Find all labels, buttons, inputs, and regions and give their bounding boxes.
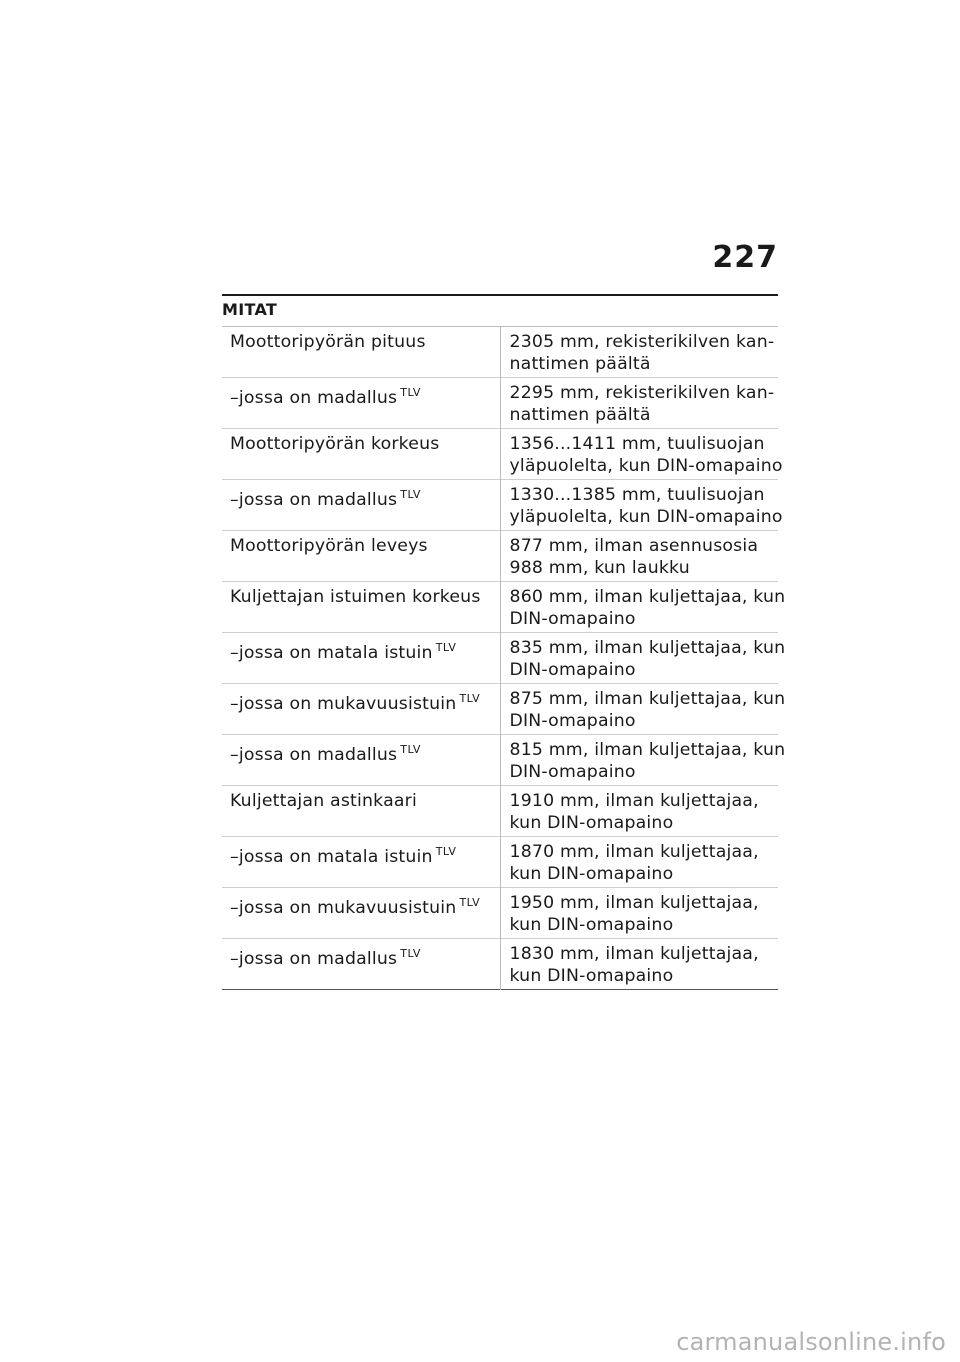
table-row xyxy=(222,429,778,480)
option-superscript: TLV xyxy=(435,845,457,858)
spec-label: –jossa on madallus xyxy=(230,745,398,765)
spec-value-line: yläpuolelta, kun DIN-omapaino xyxy=(509,456,783,476)
spec-label: –jossa on madallus xyxy=(230,388,398,408)
spec-label: –jossa on mukavuusistuin xyxy=(230,694,457,714)
table-row xyxy=(222,786,778,837)
spec-label-cell xyxy=(222,888,500,939)
option-superscript: TLV xyxy=(400,743,421,756)
dimensions-section xyxy=(222,294,786,990)
spec-value-line: 2305 mm, rekisterikilven kan- xyxy=(509,332,775,352)
spec-value-cell xyxy=(500,888,778,939)
table-row xyxy=(222,633,778,684)
spec-value-line: 2295 mm, rekisterikilven kan- xyxy=(509,383,775,403)
section-divider xyxy=(222,294,778,296)
spec-label-cell xyxy=(222,327,500,378)
spec-label-cell xyxy=(222,582,500,633)
table-row xyxy=(222,939,778,990)
spec-label: –jossa on madallus xyxy=(230,490,398,510)
option-superscript: TLV xyxy=(400,488,421,501)
spec-label-cell xyxy=(222,684,500,735)
spec-label-cell xyxy=(222,531,500,582)
spec-label-cell xyxy=(222,939,500,990)
spec-value-line: nattimen päältä xyxy=(509,354,651,374)
spec-value-line: 860 mm, ilman kuljettajaa, kun xyxy=(509,587,786,607)
spec-value-cell xyxy=(500,684,786,735)
spec-value-cell xyxy=(500,786,778,837)
spec-label-cell xyxy=(222,786,500,837)
watermark-link[interactable]: carmanualsonline.info xyxy=(676,1328,946,1356)
option-superscript: TLV xyxy=(459,692,481,705)
spec-value-line: 875 mm, ilman kuljettajaa, kun xyxy=(509,689,786,709)
spec-value-line: kun DIN-omapaino xyxy=(509,915,674,935)
spec-value-cell xyxy=(500,633,786,684)
spec-value-line: 1950 mm, ilman kuljettajaa, xyxy=(509,893,759,913)
table-row xyxy=(222,378,778,429)
spec-value-cell xyxy=(500,480,783,531)
spec-value-line: nattimen päältä xyxy=(509,405,651,425)
spec-value-cell xyxy=(500,429,783,480)
spec-value-line: 1356...1411 mm, tuulisuojan xyxy=(509,434,765,454)
spec-value-cell xyxy=(500,531,778,582)
table-row xyxy=(222,327,778,378)
spec-label: Moottoripyörän pituus xyxy=(230,332,426,352)
table-row xyxy=(222,480,778,531)
dimensions-table xyxy=(222,326,786,990)
spec-label: Moottoripyörän korkeus xyxy=(230,434,440,454)
option-superscript: TLV xyxy=(435,641,457,654)
spec-label: Kuljettajan astinkaari xyxy=(230,791,417,811)
spec-value-line: 815 mm, ilman kuljettajaa, kun xyxy=(509,740,786,760)
spec-value-cell xyxy=(500,837,778,888)
dimensions-table-body xyxy=(222,327,786,990)
spec-value-line: 877 mm, ilman asennusosia xyxy=(509,536,759,556)
table-row xyxy=(222,888,778,939)
spec-value-line: 988 mm, kun laukku xyxy=(509,558,690,578)
spec-value-cell xyxy=(500,582,786,633)
table-row xyxy=(222,531,778,582)
option-superscript: TLV xyxy=(400,947,421,960)
spec-label: Kuljettajan istuimen korkeus xyxy=(230,587,481,607)
spec-value-line: DIN-omapaino xyxy=(509,711,636,731)
table-row xyxy=(222,684,778,735)
table-row xyxy=(222,837,778,888)
spec-value-line: 1830 mm, ilman kuljettajaa, xyxy=(509,944,759,964)
spec-label: –jossa on matala istuin xyxy=(230,643,433,663)
spec-value-line: kun DIN-omapaino xyxy=(509,813,674,833)
spec-label: –jossa on madallus xyxy=(230,949,398,969)
option-superscript: TLV xyxy=(459,896,481,909)
spec-value-line: 1330...1385 mm, tuulisuojan xyxy=(509,485,765,505)
spec-label: –jossa on mukavuusistuin xyxy=(230,898,457,918)
spec-value-line: yläpuolelta, kun DIN-omapaino xyxy=(509,507,783,527)
spec-value-line: DIN-omapaino xyxy=(509,762,636,782)
spec-label-cell xyxy=(222,735,500,786)
spec-label: Moottoripyörän leveys xyxy=(230,536,428,556)
page-number: 227 xyxy=(712,240,778,275)
spec-value-line: DIN-omapaino xyxy=(509,660,636,680)
spec-value-cell xyxy=(500,327,778,378)
spec-label-cell xyxy=(222,837,500,888)
spec-value-line: 1870 mm, ilman kuljettajaa, xyxy=(509,842,759,862)
spec-label-cell xyxy=(222,480,500,531)
spec-value-cell xyxy=(500,378,778,429)
section-title: MITAT xyxy=(222,300,278,319)
spec-label-cell xyxy=(222,429,500,480)
spec-value-line: 835 mm, ilman kuljettajaa, kun xyxy=(509,638,786,658)
spec-value-line: kun DIN-omapaino xyxy=(509,966,674,986)
spec-label-cell xyxy=(222,633,500,684)
table-row xyxy=(222,735,778,786)
option-superscript: TLV xyxy=(400,386,421,399)
spec-value-cell xyxy=(500,735,786,786)
spec-value-cell xyxy=(500,939,778,990)
spec-value-line: kun DIN-omapaino xyxy=(509,864,674,884)
table-row xyxy=(222,582,778,633)
spec-label: –jossa on matala istuin xyxy=(230,847,433,867)
spec-value-line: 1910 mm, ilman kuljettajaa, xyxy=(509,791,759,811)
spec-value-line: DIN-omapaino xyxy=(509,609,636,629)
spec-label-cell xyxy=(222,378,500,429)
